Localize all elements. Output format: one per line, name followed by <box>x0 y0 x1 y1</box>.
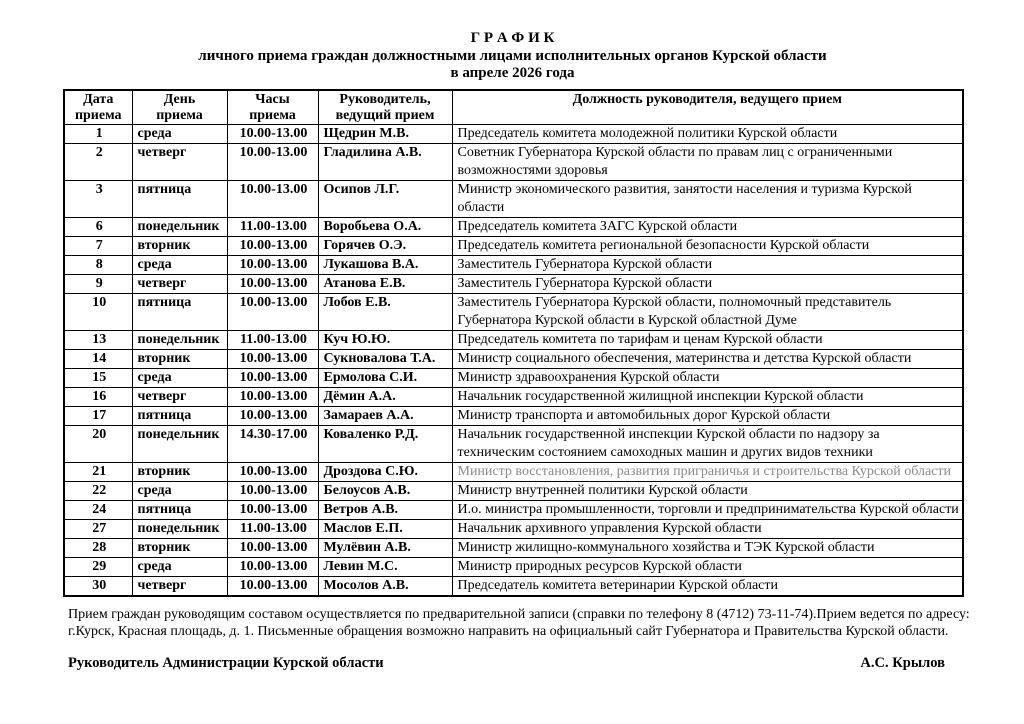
cell-hours: 11.00-13.00 <box>227 217 318 236</box>
table-row <box>64 349 963 368</box>
cell-date: 14 <box>64 349 132 368</box>
cell-position: Министр здравоохранения Курской области <box>452 368 963 387</box>
header-text: День <box>163 91 196 107</box>
cell-official-name: Воробьева О.А. <box>318 217 452 236</box>
col-header-official <box>318 90 452 125</box>
cell-date: 16 <box>64 387 132 406</box>
cell-position: Председатель комитета ЗАГС Курской области <box>452 217 963 236</box>
table-row <box>64 143 963 180</box>
col-header-hours <box>227 90 318 125</box>
cell-hours: 14.30-17.00 <box>227 425 318 462</box>
table-body <box>64 124 963 596</box>
table-row <box>64 124 963 143</box>
cell-date: 6 <box>64 217 132 236</box>
footer-note-line-1: Прием граждан руководящим составом осуществляется по предварительной записи (справки по телефону 8 (4712) 73-11-74).Прием ведется по адресу: <box>68 606 970 622</box>
cell-position: Начальник государственной жилищной инспекции Курской области <box>452 387 963 406</box>
table-row <box>64 180 963 217</box>
cell-position: Председатель комитета региональной безопасности Курской области <box>452 236 963 255</box>
cell-day: среда <box>132 368 227 387</box>
cell-day: четверг <box>132 143 227 180</box>
cell-hours: 10.00-13.00 <box>227 143 318 180</box>
table-row <box>64 425 963 462</box>
cell-position: Заместитель Губернатора Курской области <box>452 255 963 274</box>
cell-day: среда <box>132 481 227 500</box>
table-row <box>64 236 963 255</box>
cell-date: 1 <box>64 124 132 143</box>
cell-position: Советник Губернатора Курской области по правам лиц с ограниченными возможностями здоровья <box>452 143 963 180</box>
header-text: приема <box>249 107 296 123</box>
cell-date: 13 <box>64 330 132 349</box>
header-text: приема <box>156 107 203 123</box>
cell-hours: 10.00-13.00 <box>227 576 318 596</box>
cell-day: вторник <box>132 236 227 255</box>
cell-hours: 10.00-13.00 <box>227 538 318 557</box>
cell-date: 7 <box>64 236 132 255</box>
header-text: Дата <box>83 91 114 107</box>
cell-day: пятница <box>132 500 227 519</box>
page-title <box>63 30 962 83</box>
table-row <box>64 481 963 500</box>
table-row <box>64 406 963 425</box>
header-text: Руководитель, <box>339 91 431 107</box>
cell-hours: 10.00-13.00 <box>227 557 318 576</box>
cell-official-name: Мулёвин А.В. <box>318 538 452 557</box>
cell-date: 28 <box>64 538 132 557</box>
title-line-3: в апреле 2026 года <box>450 65 575 81</box>
title-line-1: Г Р А Ф И К <box>470 30 555 46</box>
cell-date: 20 <box>64 425 132 462</box>
header-text: Должность руководителя, ведущего прием <box>572 91 842 107</box>
table-row <box>64 500 963 519</box>
cell-hours: 10.00-13.00 <box>227 368 318 387</box>
cell-position: Министр транспорта и автомобильных дорог Курской области <box>452 406 963 425</box>
cell-position: Министр внутренней политики Курской области <box>452 481 963 500</box>
cell-official-name: Замараев А.А. <box>318 406 452 425</box>
cell-position: Министр экономического развития, занятости населения и туризма Курской области <box>452 180 963 217</box>
signature-title: Руководитель Администрации Курской области <box>68 654 384 671</box>
cell-official-name: Лукашова В.А. <box>318 255 452 274</box>
cell-day: пятница <box>132 293 227 330</box>
cell-official-name: Мосолов А.В. <box>318 576 452 596</box>
cell-date: 3 <box>64 180 132 217</box>
cell-official-name: Левин М.С. <box>318 557 452 576</box>
cell-official-name: Щедрин М.В. <box>318 124 452 143</box>
cell-position: Заместитель Губернатора Курской области <box>452 274 963 293</box>
cell-date: 24 <box>64 500 132 519</box>
reception-schedule-table <box>63 89 964 597</box>
cell-hours: 10.00-13.00 <box>227 349 318 368</box>
col-header-date <box>64 90 132 125</box>
table-row <box>64 538 963 557</box>
cell-hours: 10.00-13.00 <box>227 236 318 255</box>
table-row <box>64 368 963 387</box>
header-text: приема <box>74 107 122 123</box>
cell-position: Министр жилищно-коммунального хозяйства и ТЭК Курской области <box>452 538 963 557</box>
cell-official-name: Горячев О.Э. <box>318 236 452 255</box>
cell-day: четверг <box>132 576 227 596</box>
cell-official-name: Куч Ю.Ю. <box>318 330 452 349</box>
footer-note <box>68 606 1013 640</box>
table-row <box>64 519 963 538</box>
cell-hours: 11.00-13.00 <box>227 519 318 538</box>
cell-day: среда <box>132 255 227 274</box>
cell-hours: 10.00-13.00 <box>227 481 318 500</box>
header-text: ведущий прием <box>335 107 435 123</box>
cell-date: 17 <box>64 406 132 425</box>
table-header-row <box>64 90 963 125</box>
cell-official-name: Лобов Е.В. <box>318 293 452 330</box>
cell-day: понедельник <box>132 330 227 349</box>
cell-day: среда <box>132 124 227 143</box>
cell-date: 10 <box>64 293 132 330</box>
cell-date: 30 <box>64 576 132 596</box>
col-header-day <box>132 90 227 125</box>
cell-hours: 10.00-13.00 <box>227 124 318 143</box>
cell-position: Председатель комитета ветеринарии Курской области <box>452 576 963 596</box>
footer-note-line-2: г.Курск, Красная площадь, д. 1. Письменные обращения возможно направить на официальный сайт Губернатора и Правительства Курской области. <box>68 623 949 639</box>
cell-official-name: Ветров А.В. <box>318 500 452 519</box>
cell-hours: 10.00-13.00 <box>227 293 318 330</box>
table-row <box>64 274 963 293</box>
cell-position: Начальник государственной инспекции Курской области по надзору за техническим состоянием самоходных машин и других видов техники <box>452 425 963 462</box>
table-row <box>64 576 963 596</box>
cell-position: Председатель комитета по тарифам и ценам Курской области <box>452 330 963 349</box>
cell-official-name: Осипов Л.Г. <box>318 180 452 217</box>
cell-official-name: Белоусов А.В. <box>318 481 452 500</box>
cell-official-name: Коваленко Р.Д. <box>318 425 452 462</box>
cell-official-name: Дроздова С.Ю. <box>318 462 452 481</box>
cell-hours: 10.00-13.00 <box>227 462 318 481</box>
cell-date: 2 <box>64 143 132 180</box>
cell-day: вторник <box>132 538 227 557</box>
cell-hours: 11.00-13.00 <box>227 330 318 349</box>
cell-day: понедельник <box>132 519 227 538</box>
table-row <box>64 255 963 274</box>
cell-position: Министр социального обеспечения, материнства и детства Курской области <box>452 349 963 368</box>
cell-official-name: Ермолова С.И. <box>318 368 452 387</box>
cell-day: четверг <box>132 387 227 406</box>
cell-day: среда <box>132 557 227 576</box>
cell-day: понедельник <box>132 425 227 462</box>
cell-day: четверг <box>132 274 227 293</box>
cell-date: 22 <box>64 481 132 500</box>
cell-date: 27 <box>64 519 132 538</box>
cell-day: пятница <box>132 406 227 425</box>
cell-date: 9 <box>64 274 132 293</box>
table-row <box>64 557 963 576</box>
cell-hours: 10.00-13.00 <box>227 500 318 519</box>
title-line-2: личного приема граждан должностными лицами исполнительных органов Курской области <box>198 47 827 64</box>
cell-date: 8 <box>64 255 132 274</box>
cell-official-name: Дёмин А.А. <box>318 387 452 406</box>
cell-position: Министр природных ресурсов Курской области <box>452 557 963 576</box>
cell-date: 21 <box>64 462 132 481</box>
cell-position: Начальник архивного управления Курской области <box>452 519 963 538</box>
signature-row <box>63 655 962 672</box>
cell-hours: 10.00-13.00 <box>227 255 318 274</box>
cell-position: Министр восстановления, развития приграничья и строительства Курской области <box>452 462 963 481</box>
cell-official-name: Гладилина А.В. <box>318 143 452 180</box>
cell-hours: 10.00-13.00 <box>227 274 318 293</box>
cell-hours: 10.00-13.00 <box>227 387 318 406</box>
cell-hours: 10.00-13.00 <box>227 180 318 217</box>
signature-name: А.С. Крылов <box>860 654 945 671</box>
cell-position: И.о. министра промышленности, торговли и предпринимательства Курской области <box>452 500 963 519</box>
header-text: Часы <box>255 91 290 107</box>
cell-position: Председатель комитета молодежной политики Курской области <box>452 124 963 143</box>
table-row <box>64 387 963 406</box>
cell-date: 15 <box>64 368 132 387</box>
table-row <box>64 217 963 236</box>
cell-day: пятница <box>132 180 227 217</box>
cell-date: 29 <box>64 557 132 576</box>
cell-official-name: Атанова Е.В. <box>318 274 452 293</box>
cell-day: вторник <box>132 349 227 368</box>
table-row <box>64 462 963 481</box>
cell-day: вторник <box>132 462 227 481</box>
table-row <box>64 330 963 349</box>
cell-hours: 10.00-13.00 <box>227 406 318 425</box>
cell-official-name: Маслов Е.П. <box>318 519 452 538</box>
cell-official-name: Сукновалова Т.А. <box>318 349 452 368</box>
table-row <box>64 293 963 330</box>
cell-day: понедельник <box>132 217 227 236</box>
col-header-position <box>452 90 963 125</box>
cell-position: Заместитель Губернатора Курской области, полномочный представитель Губернатора Курской области в Курской областной Думе <box>452 293 963 330</box>
